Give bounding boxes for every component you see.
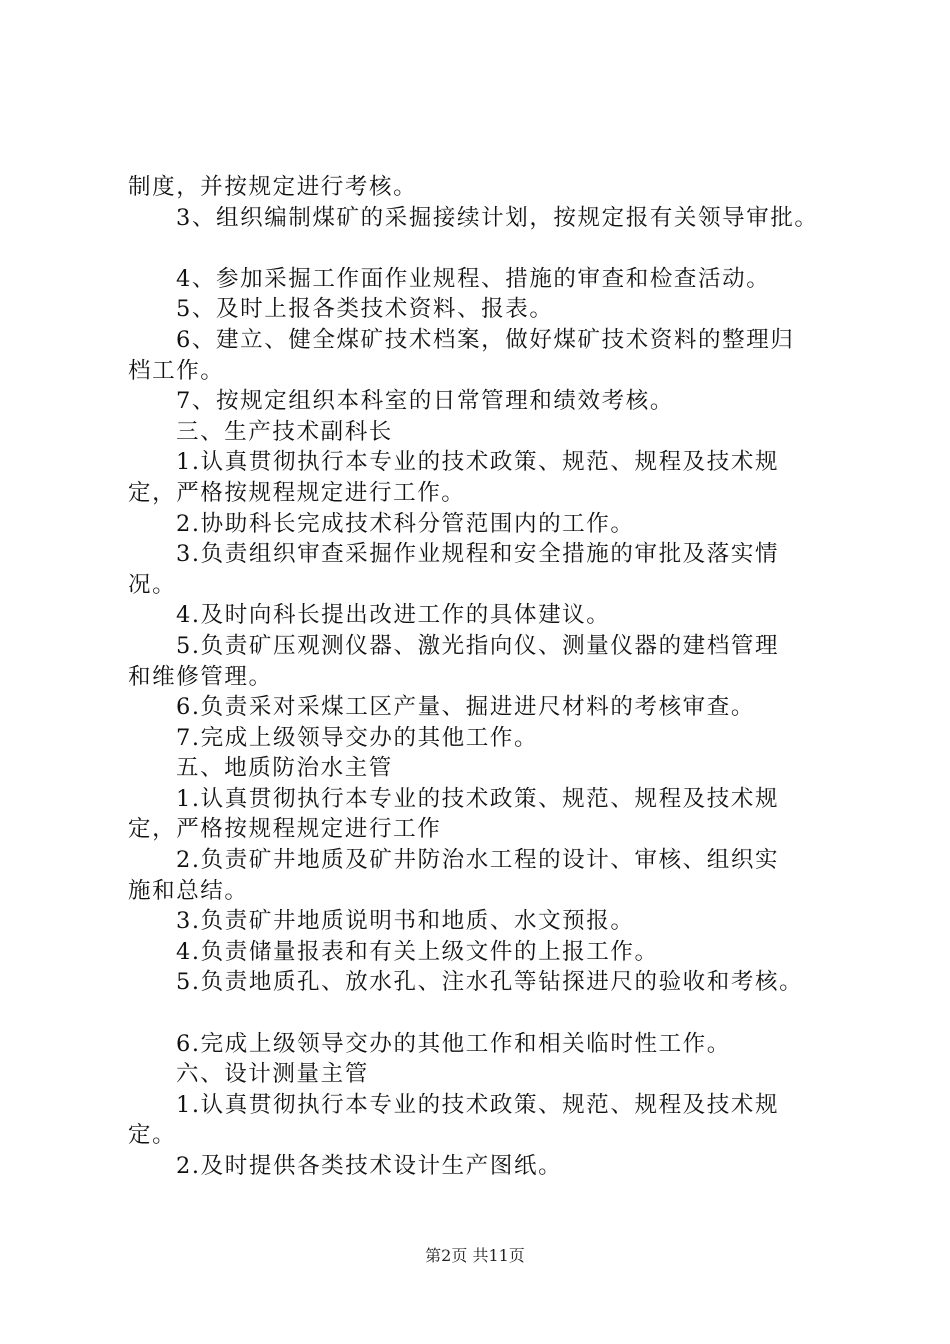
page-footer: 第2页 共11页 bbox=[425, 1246, 525, 1265]
text-line: 施和总结。 bbox=[128, 877, 249, 904]
blank-line bbox=[128, 998, 850, 1029]
text-line: 况。 bbox=[128, 571, 177, 598]
text-line: 2.负责矿井地质及矿井防治水工程的设计、审核、组织实 bbox=[176, 847, 780, 874]
text-line: 6.完成上级领导交办的其他工作和相关临时性工作。 bbox=[176, 1030, 731, 1057]
text-line: 5.负责矿压观测仪器、激光指向仪、测量仪器的建档管理 bbox=[176, 632, 780, 659]
text-line: 5、及时上报各类技术资料、报表。 bbox=[176, 296, 554, 323]
text-line: 制度，并按规定进行考核。 bbox=[128, 174, 418, 200]
text-line: 2.协助科长完成技术科分管范围内的工作。 bbox=[176, 510, 635, 537]
text-line: 定，严格按规程规定进行工作。 bbox=[128, 479, 466, 506]
text-line: 定。 bbox=[128, 1122, 177, 1149]
blank-line bbox=[128, 233, 850, 264]
text-line: 2.及时提供各类技术设计生产图纸。 bbox=[176, 1153, 563, 1179]
text-line: 3.负责矿井地质说明书和地质、水文预报。 bbox=[176, 908, 635, 935]
text-line: 1.认真贯彻执行本专业的技术政策、规范、规程及技术规 bbox=[176, 449, 780, 476]
text-line: 7.完成上级领导交办的其他工作。 bbox=[176, 724, 539, 751]
text-line: 4.负责储量报表和有关上级文件的上报工作。 bbox=[176, 938, 659, 965]
text-line: 五、地质防治水主管 bbox=[176, 755, 393, 782]
text-line: 六、设计测量主管 bbox=[176, 1061, 369, 1088]
text-line: 档工作。 bbox=[128, 357, 225, 384]
text-line: 7、按规定组织本科室的日常管理和绩效考核。 bbox=[176, 388, 674, 415]
body-text bbox=[128, 172, 850, 1182]
text-line: 1.认真贯彻执行本专业的技术政策、规范、规程及技术规 bbox=[176, 785, 780, 812]
text-line: 3.负责组织审查采掘作业规程和安全措施的审批及落实情 bbox=[176, 541, 780, 568]
text-line: 6、建立、健全煤矿技术档案，做好煤矿技术资料的整理归 bbox=[176, 326, 795, 353]
text-line: 4、参加采掘工作面作业规程、措施的审查和检查活动。 bbox=[176, 265, 771, 292]
text-line: 和维修管理。 bbox=[128, 663, 273, 690]
text-line: 3、组织编制煤矿的采掘接续计划，按规定报有关领导审批。 bbox=[176, 204, 819, 231]
text-line: 1.认真贯彻执行本专业的技术政策、规范、规程及技术规 bbox=[176, 1091, 780, 1118]
text-line: 5.负责地质孔、放水孔、注水孔等钻探进尺的验收和考核。 bbox=[176, 969, 804, 996]
text-line: 定，严格按规程规定进行工作 bbox=[128, 816, 442, 843]
text-line: 4.及时向科长提出改进工作的具体建议。 bbox=[176, 602, 611, 629]
text-line: 6.负责采对采煤工区产量、掘进进尺材料的考核审查。 bbox=[176, 694, 755, 721]
text-line: 三、生产技术副科长 bbox=[176, 418, 393, 445]
